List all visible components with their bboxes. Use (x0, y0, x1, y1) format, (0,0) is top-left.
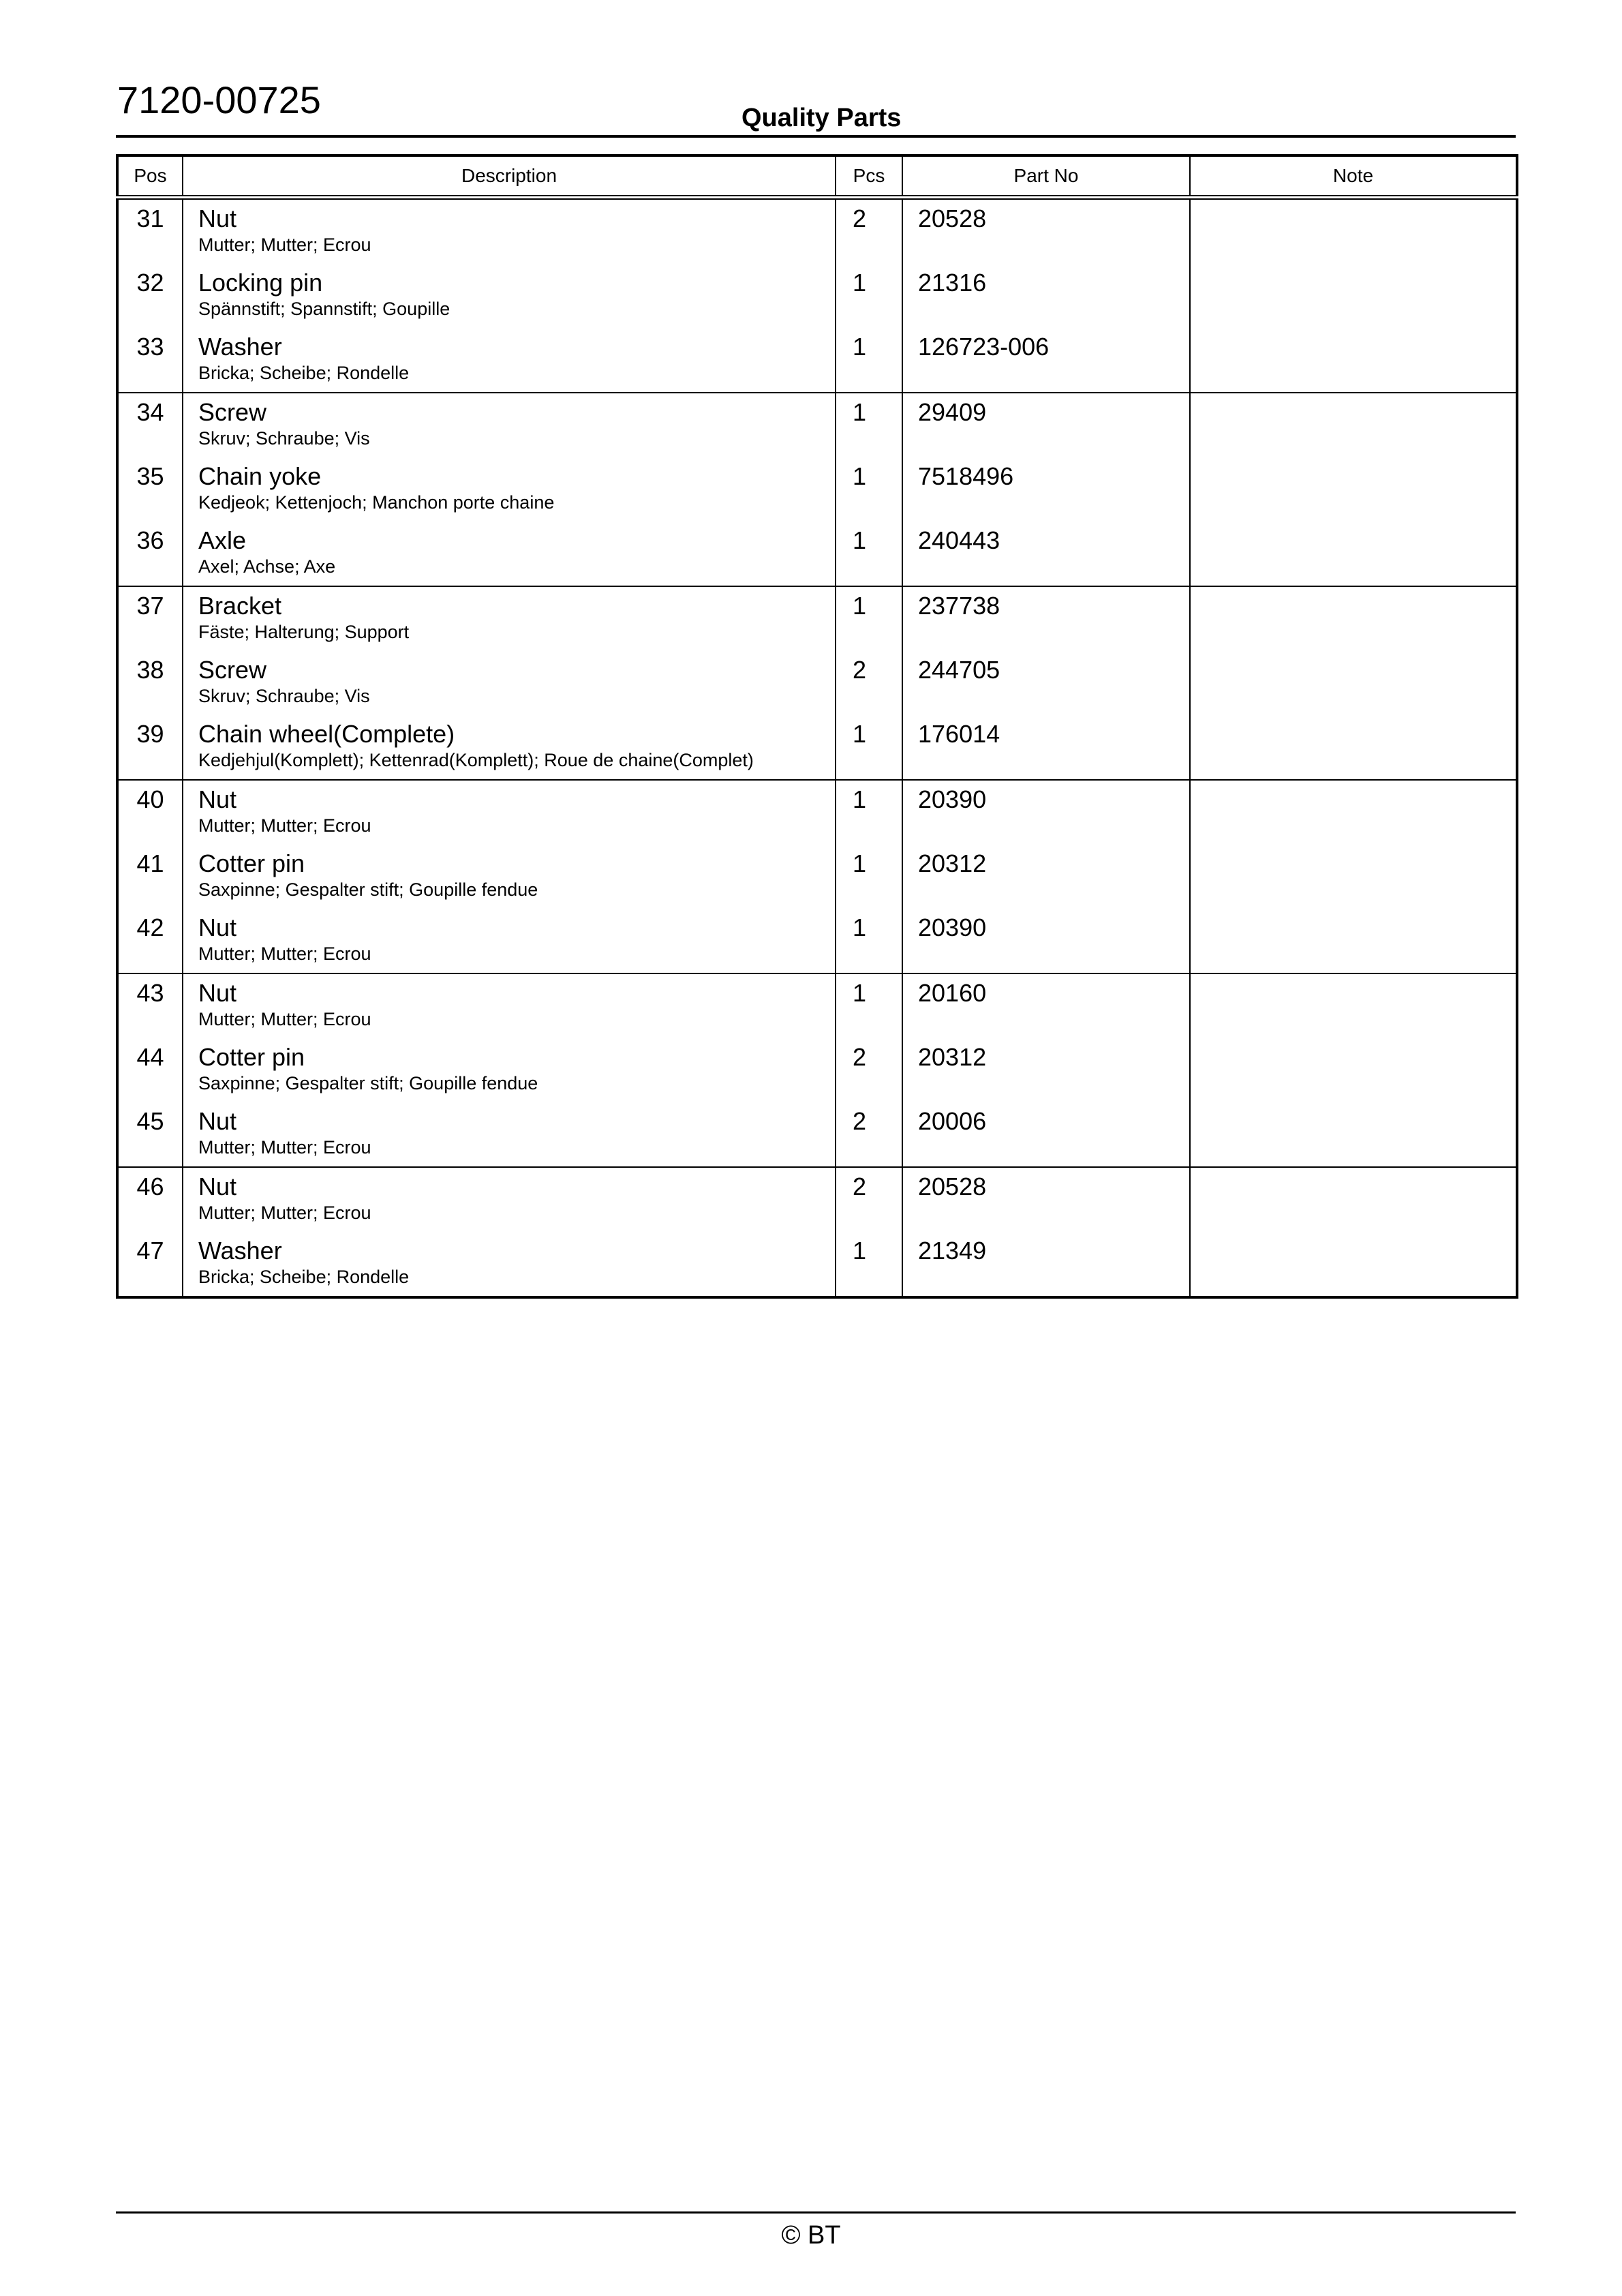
cell-pos: 40 (117, 780, 183, 845)
cell-pcs: 2 (836, 1102, 902, 1167)
part-name: Cotter pin (198, 1043, 305, 1071)
column-header-description: Description (183, 155, 836, 198)
cell-pcs: 1 (836, 328, 902, 393)
cell-description (183, 1167, 836, 1232)
cell-pcs: 1 (836, 845, 902, 909)
cell-part-no: 126723-006 (902, 328, 1190, 393)
table-row (117, 973, 1517, 1038)
part-name: Nut (198, 913, 237, 941)
cell-description (183, 973, 836, 1038)
part-name: Nut (198, 205, 237, 232)
cell-description (183, 1038, 836, 1102)
part-translations: Skruv; Schraube; Vis (198, 428, 370, 449)
cell-pos: 31 (117, 198, 183, 265)
part-translations: Skruv; Schraube; Vis (198, 686, 370, 706)
cell-part-no: 21316 (902, 264, 1190, 328)
cell-description (183, 780, 836, 845)
cell-pcs: 1 (836, 393, 902, 457)
cell-pos: 37 (117, 586, 183, 651)
part-translations: Mutter; Mutter; Ecrou (198, 1009, 371, 1029)
parts-table-body (117, 198, 1517, 1298)
parts-table (116, 154, 1518, 1299)
part-translations: Mutter; Mutter; Ecrou (198, 943, 371, 964)
cell-pcs: 2 (836, 198, 902, 265)
footer-divider (116, 2211, 1516, 2214)
part-translations: Saxpinne; Gespalter stift; Goupille fendue (198, 1073, 538, 1093)
cell-pcs: 2 (836, 1038, 902, 1102)
footer-copyright: © BT (781, 2221, 841, 2250)
document-number: 7120-00725 (117, 78, 321, 121)
cell-note (1190, 909, 1517, 973)
cell-note (1190, 1102, 1517, 1167)
cell-pos: 46 (117, 1167, 183, 1232)
table-row (117, 1167, 1517, 1232)
cell-note (1190, 780, 1517, 845)
table-row (117, 457, 1517, 522)
cell-pcs: 1 (836, 780, 902, 845)
cell-pcs: 2 (836, 1167, 902, 1232)
cell-pcs: 2 (836, 651, 902, 715)
cell-description (183, 393, 836, 457)
table-row (117, 264, 1517, 328)
cell-part-no: 240443 (902, 522, 1190, 586)
cell-pcs: 1 (836, 264, 902, 328)
cell-description (183, 1102, 836, 1167)
cell-pos: 38 (117, 651, 183, 715)
cell-pcs: 1 (836, 973, 902, 1038)
table-header-row (117, 155, 1517, 198)
cell-pos: 39 (117, 715, 183, 780)
column-header-pcs: Pcs (836, 155, 902, 198)
cell-pos: 42 (117, 909, 183, 973)
cell-pcs: 1 (836, 1232, 902, 1297)
cell-pos: 33 (117, 328, 183, 393)
cell-description (183, 651, 836, 715)
cell-description (183, 1232, 836, 1297)
table-row (117, 780, 1517, 845)
part-translations: Axel; Achse; Axe (198, 556, 336, 577)
cell-note (1190, 328, 1517, 393)
cell-part-no: 21349 (902, 1232, 1190, 1297)
column-header-part-no: Part No (902, 155, 1190, 198)
cell-note (1190, 715, 1517, 780)
cell-pos: 36 (117, 522, 183, 586)
cell-note (1190, 522, 1517, 586)
part-translations: Kedjeok; Kettenjoch; Manchon porte chaine (198, 492, 555, 513)
cell-description (183, 715, 836, 780)
part-translations: Saxpinne; Gespalter stift; Goupille fendue (198, 879, 538, 900)
cell-pos: 45 (117, 1102, 183, 1167)
cell-part-no: 20390 (902, 780, 1190, 845)
cell-pos: 44 (117, 1038, 183, 1102)
cell-note (1190, 393, 1517, 457)
cell-pos: 32 (117, 264, 183, 328)
part-translations: Mutter; Mutter; Ecrou (198, 1203, 371, 1223)
table-row (117, 1232, 1517, 1297)
cell-note (1190, 845, 1517, 909)
cell-pcs: 1 (836, 457, 902, 522)
table-row (117, 522, 1517, 586)
part-name: Chain yoke (198, 462, 322, 490)
cell-note (1190, 973, 1517, 1038)
part-translations: Spännstift; Spannstift; Goupille (198, 299, 450, 319)
cell-pos: 47 (117, 1232, 183, 1297)
part-name: Nut (198, 1173, 237, 1200)
part-translations: Mutter; Mutter; Ecrou (198, 235, 371, 255)
cell-description (183, 198, 836, 265)
cell-pcs: 1 (836, 715, 902, 780)
column-header-note: Note (1190, 155, 1517, 198)
cell-part-no: 20312 (902, 1038, 1190, 1102)
table-row (117, 845, 1517, 909)
cell-pcs: 1 (836, 909, 902, 973)
cell-pos: 35 (117, 457, 183, 522)
table-row (117, 715, 1517, 780)
cell-part-no: 20006 (902, 1102, 1190, 1167)
part-name: Chain wheel(Complete) (198, 720, 455, 748)
cell-part-no: 20390 (902, 909, 1190, 973)
part-name: Washer (198, 333, 282, 361)
cell-note (1190, 457, 1517, 522)
table-row (117, 909, 1517, 973)
cell-description (183, 457, 836, 522)
part-name: Nut (198, 785, 237, 813)
part-translations: Bricka; Scheibe; Rondelle (198, 363, 410, 383)
table-row (117, 198, 1517, 265)
table-row (117, 393, 1517, 457)
cell-description (183, 586, 836, 651)
cell-part-no: 29409 (902, 393, 1190, 457)
part-translations: Bricka; Scheibe; Rondelle (198, 1267, 410, 1287)
part-translations: Mutter; Mutter; Ecrou (198, 815, 371, 836)
table-row (117, 1038, 1517, 1102)
cell-part-no: 20528 (902, 1167, 1190, 1232)
cell-note (1190, 1232, 1517, 1297)
cell-note (1190, 586, 1517, 651)
column-header-pos: Pos (117, 155, 183, 198)
cell-note (1190, 1167, 1517, 1232)
part-translations: Kedjehjul(Komplett); Kettenrad(Komplett); Roue de chaine(Complet) (198, 750, 754, 770)
table-row (117, 651, 1517, 715)
cell-part-no: 7518496 (902, 457, 1190, 522)
cell-pos: 41 (117, 845, 183, 909)
part-name: Washer (198, 1237, 282, 1265)
part-name: Bracket (198, 592, 282, 620)
cell-description (183, 328, 836, 393)
part-name: Nut (198, 1107, 237, 1135)
part-name: Screw (198, 398, 267, 426)
cell-description (183, 845, 836, 909)
cell-note (1190, 264, 1517, 328)
cell-part-no: 20312 (902, 845, 1190, 909)
cell-part-no: 176014 (902, 715, 1190, 780)
part-name: Nut (198, 979, 237, 1007)
cell-part-no: 237738 (902, 586, 1190, 651)
cell-note (1190, 1038, 1517, 1102)
table-row (117, 1102, 1517, 1167)
page-title: Quality Parts (741, 104, 902, 132)
header-divider (116, 135, 1516, 138)
cell-pcs: 1 (836, 586, 902, 651)
cell-description (183, 264, 836, 328)
cell-description (183, 522, 836, 586)
part-name: Cotter pin (198, 849, 305, 877)
cell-part-no: 20528 (902, 198, 1190, 265)
cell-part-no: 20160 (902, 973, 1190, 1038)
cell-pos: 34 (117, 393, 183, 457)
table-row (117, 586, 1517, 651)
part-translations: Fäste; Halterung; Support (198, 622, 410, 642)
cell-note (1190, 651, 1517, 715)
cell-part-no: 244705 (902, 651, 1190, 715)
cell-pos: 43 (117, 973, 183, 1038)
part-name: Screw (198, 656, 267, 684)
table-row (117, 328, 1517, 393)
part-name: Locking pin (198, 269, 323, 297)
cell-pcs: 1 (836, 522, 902, 586)
cell-description (183, 909, 836, 973)
part-translations: Mutter; Mutter; Ecrou (198, 1137, 371, 1158)
cell-note (1190, 198, 1517, 265)
part-name: Axle (198, 526, 247, 554)
